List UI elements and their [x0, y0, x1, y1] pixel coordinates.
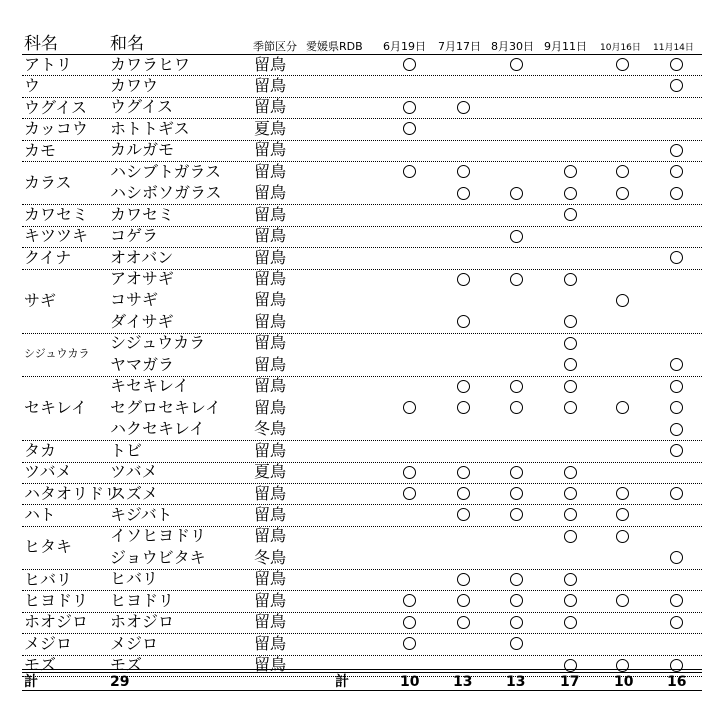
- observed-circle-icon: [403, 637, 416, 650]
- observed-circle-icon: [564, 508, 577, 521]
- family-name: ハト: [24, 505, 56, 525]
- observed-circle-icon: [457, 594, 470, 607]
- observed-circle-icon: [670, 165, 683, 178]
- observed-circle-icon: [457, 573, 470, 586]
- footer-total-6: 16: [667, 674, 687, 690]
- species-name: イソヒヨドリ: [110, 526, 207, 546]
- observed-circle-icon: [670, 551, 683, 564]
- family-name: アトリ: [24, 54, 73, 74]
- observed-circle-icon: [457, 487, 470, 500]
- season-category: 留鳥: [254, 75, 287, 95]
- species-name: オオバン: [110, 247, 174, 267]
- observed-circle-icon: [616, 508, 629, 521]
- observed-circle-icon: [564, 487, 577, 500]
- season-category: 留鳥: [254, 633, 287, 653]
- species-name: ハシボソガラス: [110, 183, 222, 203]
- observed-circle-icon: [564, 273, 577, 286]
- observed-circle-icon: [564, 573, 577, 586]
- footer-total-label: 計: [335, 674, 349, 690]
- species-name: カワラヒワ: [110, 54, 191, 74]
- season-category: 留鳥: [254, 569, 287, 589]
- family-name: ホオジロ: [24, 612, 89, 632]
- observed-circle-icon: [670, 58, 683, 71]
- species-name: ウグイス: [110, 97, 174, 117]
- species-name: ヒヨドリ: [110, 590, 175, 610]
- observed-circle-icon: [510, 380, 523, 393]
- observed-circle-icon: [616, 58, 629, 71]
- header-date-4: 9月11日: [544, 40, 587, 53]
- species-name: ヒバリ: [110, 569, 159, 589]
- observed-circle-icon: [616, 487, 629, 500]
- footer-total-1: 10: [400, 674, 420, 690]
- footer-total-5: 10: [614, 674, 634, 690]
- observed-circle-icon: [403, 122, 416, 135]
- header-date-5: 10月16日: [600, 43, 641, 53]
- observed-circle-icon: [564, 380, 577, 393]
- species-name: キジバト: [110, 504, 173, 524]
- season-category: 留鳥: [254, 226, 287, 246]
- species-name: カルガモ: [110, 140, 175, 160]
- species-name: ダイサギ: [110, 311, 174, 331]
- observed-circle-icon: [564, 187, 577, 200]
- observed-circle-icon: [564, 616, 577, 629]
- observed-circle-icon: [403, 466, 416, 479]
- observed-circle-icon: [670, 79, 683, 92]
- species-name: コゲラ: [110, 226, 159, 246]
- season-category: 留鳥: [254, 269, 287, 288]
- observed-circle-icon: [510, 487, 523, 500]
- observed-circle-icon: [457, 401, 470, 414]
- species-name: セグロセキレイ: [110, 397, 222, 417]
- observed-circle-icon: [564, 208, 577, 221]
- observed-circle-icon: [616, 165, 629, 178]
- season-category: 留鳥: [254, 97, 287, 117]
- season-category: 留鳥: [254, 655, 287, 675]
- family-name: ヒバリ: [24, 569, 73, 589]
- observed-circle-icon: [510, 616, 523, 629]
- observed-circle-icon: [403, 165, 416, 178]
- observed-circle-icon: [670, 401, 683, 414]
- observed-circle-icon: [564, 401, 577, 414]
- observed-circle-icon: [670, 251, 683, 264]
- season-category: 留鳥: [254, 183, 287, 203]
- header-date-1: 6月19日: [383, 40, 426, 53]
- season-category: 留鳥: [254, 204, 287, 224]
- season-category: 冬鳥: [254, 419, 287, 439]
- species-name: スズメ: [110, 483, 159, 503]
- season-category: 夏鳥: [254, 118, 287, 138]
- observed-circle-icon: [564, 466, 577, 479]
- species-name: メジロ: [110, 633, 159, 653]
- season-category: 留鳥: [254, 140, 287, 160]
- observed-circle-icon: [510, 230, 523, 243]
- observed-circle-icon: [510, 187, 523, 200]
- species-name: ツバメ: [110, 462, 158, 482]
- species-name: ホオジロ: [110, 612, 175, 632]
- observed-circle-icon: [616, 294, 629, 307]
- family-name: ヒタキ: [24, 537, 73, 557]
- observed-circle-icon: [510, 594, 523, 607]
- observed-circle-icon: [403, 58, 416, 71]
- observed-circle-icon: [564, 358, 577, 371]
- family-name: ハタオリドリ: [24, 483, 121, 503]
- header-family: 科名: [24, 34, 58, 54]
- observed-circle-icon: [616, 594, 629, 607]
- family-name: カッコウ: [24, 119, 88, 139]
- observed-circle-icon: [670, 358, 683, 371]
- header-season: 季節区分: [253, 40, 297, 53]
- observed-circle-icon: [510, 273, 523, 286]
- observed-circle-icon: [564, 337, 577, 350]
- family-name: ヒヨドリ: [24, 590, 89, 610]
- observed-circle-icon: [564, 530, 577, 543]
- season-category: 留鳥: [254, 483, 287, 503]
- family-name: シジュウカラ: [24, 347, 90, 361]
- observed-circle-icon: [457, 380, 470, 393]
- observed-circle-icon: [457, 273, 470, 286]
- species-name: コサギ: [110, 290, 159, 310]
- species-name: ジョウビタキ: [110, 547, 206, 567]
- season-category: 留鳥: [254, 376, 287, 396]
- observed-circle-icon: [510, 637, 523, 650]
- observed-circle-icon: [670, 423, 683, 436]
- season-category: 留鳥: [254, 440, 287, 460]
- season-category: 夏鳥: [254, 462, 287, 482]
- species-name: カワセミ: [110, 204, 175, 224]
- observed-circle-icon: [510, 508, 523, 521]
- family-name: モズ: [24, 655, 57, 675]
- season-category: 留鳥: [254, 54, 287, 74]
- species-name: ハシブトガラス: [110, 161, 222, 181]
- observed-circle-icon: [510, 58, 523, 71]
- observed-circle-icon: [616, 530, 629, 543]
- footer-total-2: 13: [453, 674, 473, 690]
- observed-circle-icon: [457, 508, 470, 521]
- season-category: 留鳥: [254, 161, 287, 181]
- season-category: 留鳥: [254, 333, 287, 353]
- observed-circle-icon: [510, 466, 523, 479]
- season-category: 冬鳥: [254, 547, 287, 567]
- observed-circle-icon: [457, 187, 470, 200]
- observed-circle-icon: [403, 101, 416, 114]
- footer-rule-top: [22, 669, 702, 670]
- species-name: ヤマガラ: [110, 354, 175, 374]
- footer-rule-bottom: [22, 690, 702, 691]
- species-name: トビ: [110, 440, 143, 460]
- header-date-6: 11月14日: [653, 43, 694, 53]
- species-name: カワウ: [110, 75, 159, 95]
- footer-label: 計: [24, 674, 38, 690]
- observed-circle-icon: [457, 165, 470, 178]
- footer-total-4: 17: [560, 674, 580, 690]
- family-name: ツバメ: [24, 462, 72, 482]
- header-date-3: 8月30日: [491, 40, 534, 53]
- family-name: ウ: [24, 76, 41, 96]
- season-category: 留鳥: [254, 290, 287, 310]
- observed-circle-icon: [403, 594, 416, 607]
- species-name: シジュウカラ: [110, 333, 206, 353]
- family-name: ウグイス: [24, 97, 88, 117]
- species-name: モズ: [110, 655, 143, 675]
- observed-circle-icon: [616, 401, 629, 414]
- header-date-2: 7月17日: [438, 40, 481, 53]
- observed-circle-icon: [403, 616, 416, 629]
- species-name: ホトトギス: [110, 118, 190, 138]
- observed-circle-icon: [670, 616, 683, 629]
- season-category: 留鳥: [254, 504, 287, 524]
- observed-circle-icon: [457, 616, 470, 629]
- observed-circle-icon: [564, 594, 577, 607]
- header-species: 和名: [110, 34, 144, 54]
- species-name: キセキレイ: [110, 376, 190, 396]
- footer-species-count: 29: [110, 674, 130, 690]
- season-category: 留鳥: [254, 354, 287, 374]
- observed-circle-icon: [457, 315, 470, 328]
- family-name: セキレイ: [24, 397, 88, 417]
- season-category: 留鳥: [254, 526, 287, 546]
- observed-circle-icon: [403, 401, 416, 414]
- family-name: サギ: [24, 290, 57, 310]
- family-name: クイナ: [24, 247, 72, 267]
- observed-circle-icon: [670, 187, 683, 200]
- family-name: カワセミ: [24, 204, 89, 224]
- season-category: 留鳥: [254, 612, 287, 632]
- family-name: カラス: [24, 172, 72, 192]
- observed-circle-icon: [670, 487, 683, 500]
- family-name: タカ: [24, 440, 57, 460]
- observed-circle-icon: [403, 487, 416, 500]
- observed-circle-icon: [510, 573, 523, 586]
- family-name: カモ: [24, 140, 57, 160]
- observed-circle-icon: [457, 466, 470, 479]
- observed-circle-icon: [457, 101, 470, 114]
- observed-circle-icon: [670, 144, 683, 157]
- season-category: 留鳥: [254, 311, 287, 331]
- season-category: 留鳥: [254, 397, 287, 417]
- species-name: アオサギ: [110, 269, 174, 288]
- season-category: 留鳥: [254, 590, 287, 610]
- observed-circle-icon: [510, 401, 523, 414]
- observed-circle-icon: [564, 165, 577, 178]
- header-rdb: 愛媛県RDB: [306, 40, 363, 53]
- family-name: キツツキ: [24, 226, 89, 246]
- season-category: 留鳥: [254, 247, 287, 267]
- species-name: ハクセキレイ: [110, 419, 206, 439]
- observed-circle-icon: [670, 444, 683, 457]
- observed-circle-icon: [616, 187, 629, 200]
- observed-circle-icon: [670, 380, 683, 393]
- observed-circle-icon: [564, 315, 577, 328]
- footer-total-3: 13: [506, 674, 526, 690]
- family-name: メジロ: [24, 633, 73, 653]
- observed-circle-icon: [670, 594, 683, 607]
